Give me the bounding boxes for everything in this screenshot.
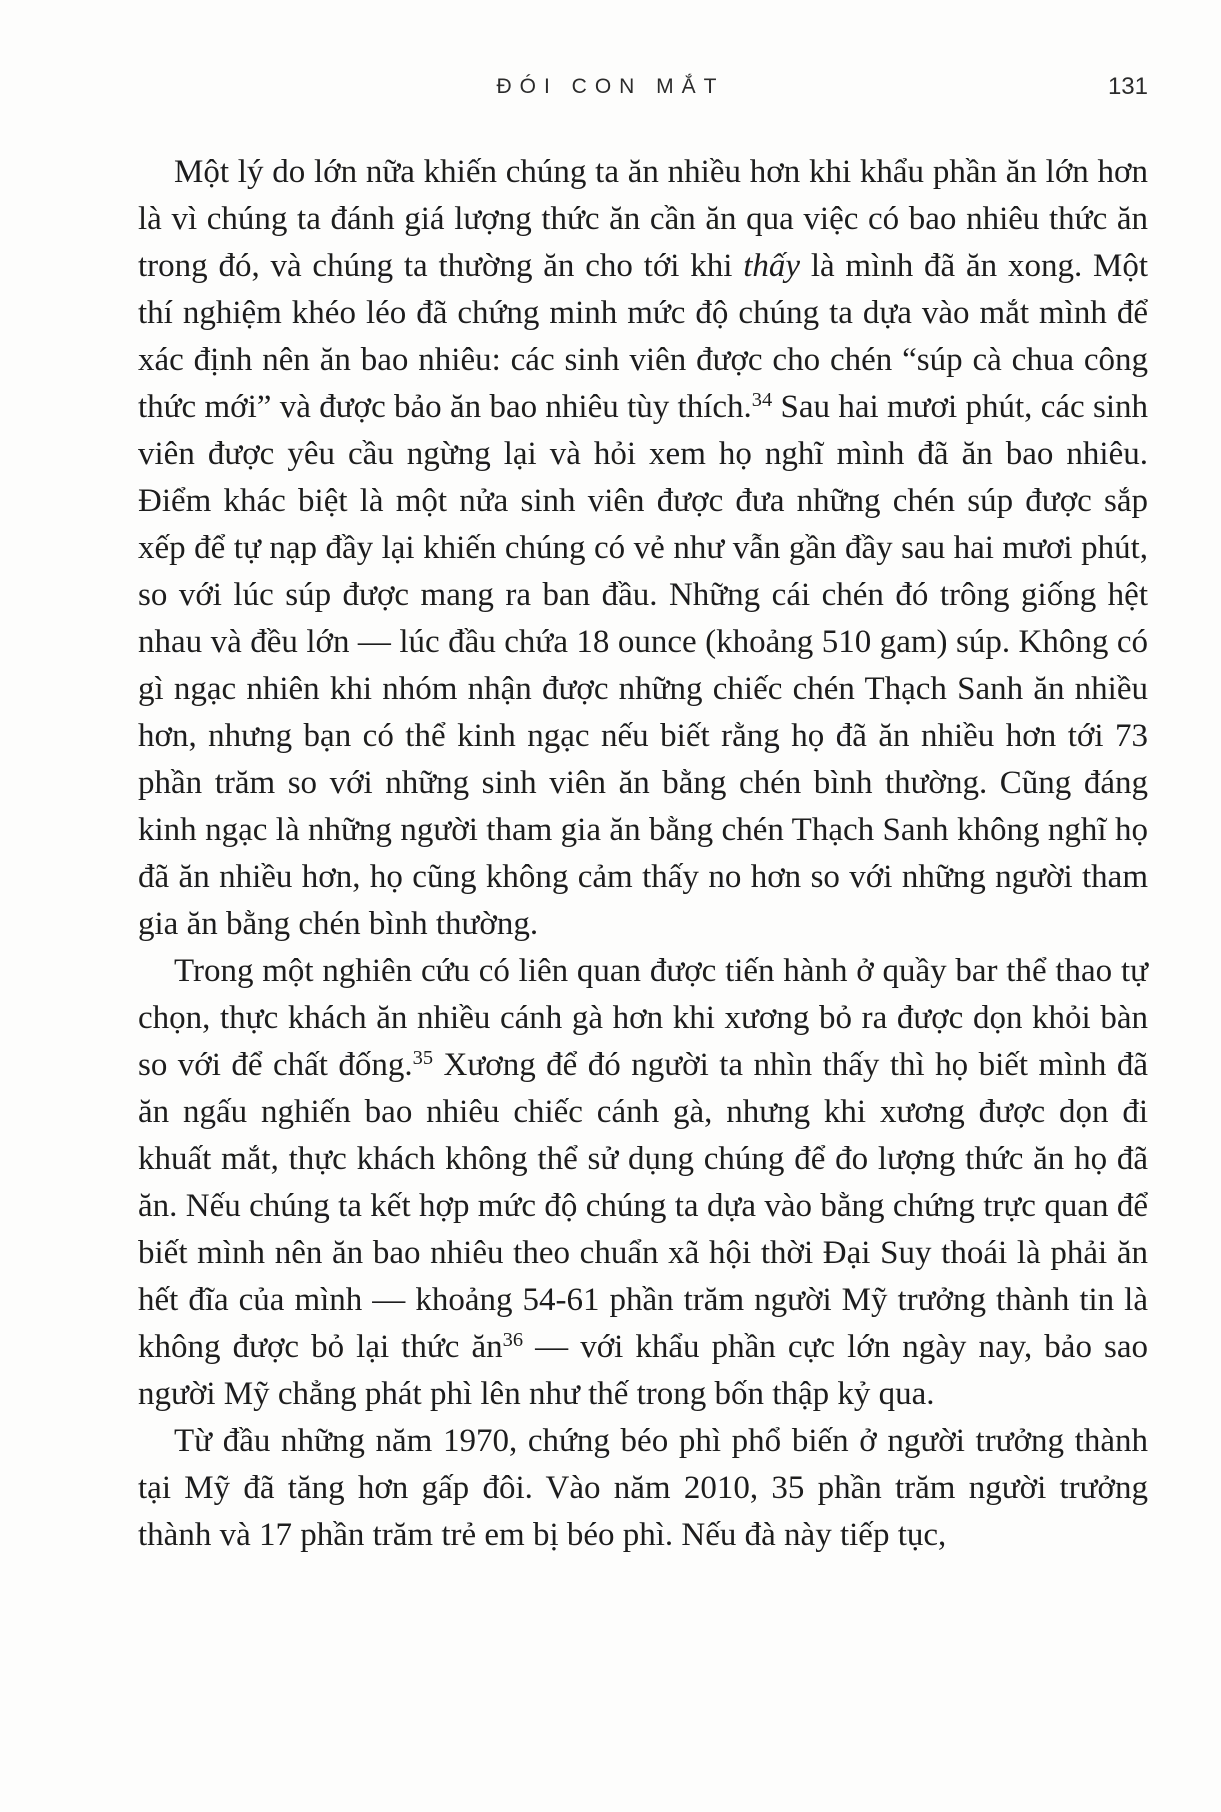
footnote-ref: 34 — [751, 388, 773, 411]
text-run: — với khẩu phần cực lớn ngày nay, bảo sao người Mỹ chẳng phát phì lên như thế trong bốn thập kỷ qua. — [138, 1329, 1148, 1412]
text-run: Xương để đó người ta nhìn thấy thì họ biết mình đã ăn ngấu nghiến bao nhiêu chiếc cánh gà, nhưng khi xương được dọn đi khuất mắt, thực khách không thể sử dụng chúng để đo lượng thức ăn họ đã ăn. Nếu chúng ta kết hợp mức độ chúng ta dựa vào bằng chứng trực quan để biết mình nên ăn bao nhiêu theo chuẩn xã hội thời Đại Suy thoái là phải ăn hết đĩa của mình — khoảng 54-61 phần trăm người Mỹ trưởng thành tin là không được bỏ lại thức ăn — [138, 1047, 1148, 1365]
footnote-ref: 35 — [412, 1046, 434, 1069]
footnote-ref: 36 — [502, 1328, 524, 1351]
italic-term: thấy — [743, 248, 801, 284]
chapter-title: ĐÓI CON MẮT — [496, 75, 725, 98]
paragraph — [138, 149, 1148, 948]
text-run: Trong một nghiên cứu có liên quan được tiến hành ở quầy bar thể thao tự chọn, thực khách ăn nhiều cánh gà hơn khi xương bỏ ra được dọn khỏi bàn so với để chất đống. — [138, 953, 1148, 1083]
text-run: Từ đầu những năm 1970, chứng béo phì phổ biến ở người trưởng thành tại Mỹ đã tăng hơn gấp đôi. Vào năm 2010, 35 phần trăm người trưởng thành và 17 phần trăm trẻ em bị béo phì. Nếu đà này tiếp tục, — [138, 1423, 1148, 1553]
text-run: Một lý do lớn nữa khiến chúng ta ăn nhiều hơn khi khẩu phần ăn lớn hơn là vì chúng ta đánh giá lượng thức ăn cần ăn qua việc có bao nhiêu thức ăn trong đó, và chúng ta thường ăn cho tới khi — [138, 154, 1148, 284]
page-number: 131 — [1107, 73, 1148, 100]
text-run: là mình đã ăn xong. Một thí nghiệm khéo léo đã chứng minh mức độ chúng ta dựa vào mắt mình để xác định nên ăn bao nhiêu: các sinh viên được cho chén “súp cà chua công thức mới” và được bảo ăn bao nhiêu tùy thích. — [138, 248, 1148, 425]
paragraph — [138, 1418, 1148, 1559]
text-run: Sau hai mươi phút, các sinh viên được yêu cầu ngừng lại và hỏi xem họ nghĩ mình đã ăn bao nhiêu. Điểm khác biệt là một nửa sinh viên được đưa những chén súp được sắp xếp để tự nạp đầy lại khiến chúng có vẻ như vẫn gần đầy sau hai mươi phút, so với lúc súp được mang ra ban đầu. Những cái chén đó trông giống hệt nhau và đều lớn — lúc đầu chứa 18 ounce (khoảng 510 gam) súp. Không có gì ngạc nhiên khi nhóm nhận được những chiếc chén Thạch Sanh ăn nhiều hơn, nhưng bạn có thể kinh ngạc nếu biết rằng họ đã ăn nhiều hơn tới 73 phần trăm so với những sinh viên ăn bằng chén bình thường. Cũng đáng kinh ngạc là những người tham gia ăn bằng chén Thạch Sanh không nghĩ họ đã ăn nhiều hơn, họ cũng không cảm thấy no hơn so với những người tham gia ăn bằng chén bình thường. — [138, 389, 1148, 942]
running-header — [0, 70, 1221, 104]
body-text — [138, 149, 1148, 1559]
paragraph — [138, 948, 1148, 1418]
